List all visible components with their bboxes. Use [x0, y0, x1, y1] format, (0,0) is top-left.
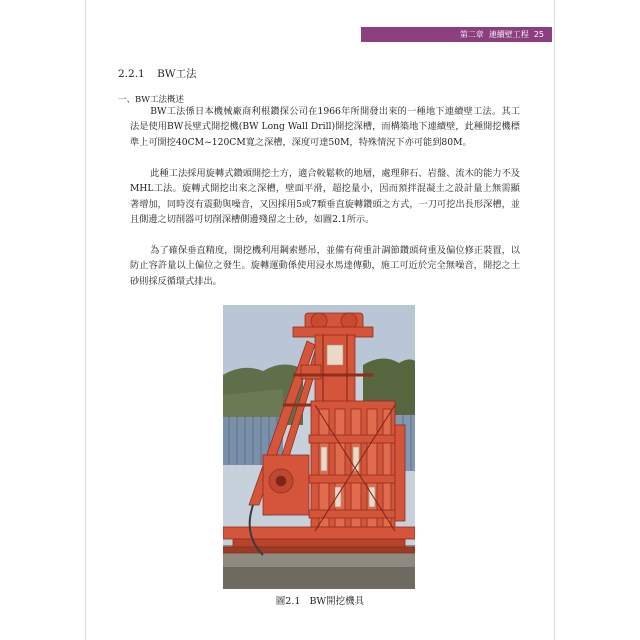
section-heading [118, 66, 197, 81]
figure-caption-text: BW開挖機具 [309, 596, 365, 607]
body-paragraph-1: BW工法係日本機械廠商利根鑽探公司在1966年所開發出來的一種地下連續壁工法。其工法是使用BW長壁式開挖機(BW Long Wall Drill)開挖深槽，而構築地下連續壁，此種開挖機標準上可開挖40CM~120CM寬之深槽，深度可達50M，特殊情況下亦可能到80M。 [130, 106, 520, 148]
section-title: BW工法 [157, 68, 197, 80]
section-number: 2.2.1 [118, 68, 145, 80]
subsection-heading: 一、BW工法概述 [118, 95, 184, 105]
chapter-title: 連續壁工程 [488, 30, 529, 39]
figure-caption [0, 593, 640, 607]
body-paragraph-2: 此種工法採用旋轉式鑽頭開挖土方，適合較鬆軟的地層，處理卵石、岩盤、流木的能力不及MHL工法。旋轉式開挖出來之深槽，壁面平滑，超挖量小，因而預拌混凝土之設計量上無需顯著增加，同時沒有震動與噪音，又因採用5或7顆垂直旋轉鑽頭之方式，一刀可挖出長形深槽，並且側邊之切削器可切削深槽側邊殘留之土砂，如圖2.1所示。 [130, 168, 520, 226]
figure-photo-bw-drill-rig [223, 305, 415, 589]
drill-rig-illustration [223, 305, 415, 589]
body-paragraph-3: 為了確保垂直精度，開挖機利用鋼索懸吊，並備有荷重計調節鑽頭荷重及偏位修正裝置，以防止容許量以上偏位之發生。旋轉運動係使用浸水馬達傳動，施工可近於完全無噪音，開挖之土砂則採反循環式排出。 [130, 245, 520, 287]
chapter-header-bar [361, 27, 552, 42]
figure-number: 圖2.1 [275, 596, 301, 607]
chapter-label: 第二章 [459, 30, 484, 39]
page-number: 25 [533, 30, 544, 39]
